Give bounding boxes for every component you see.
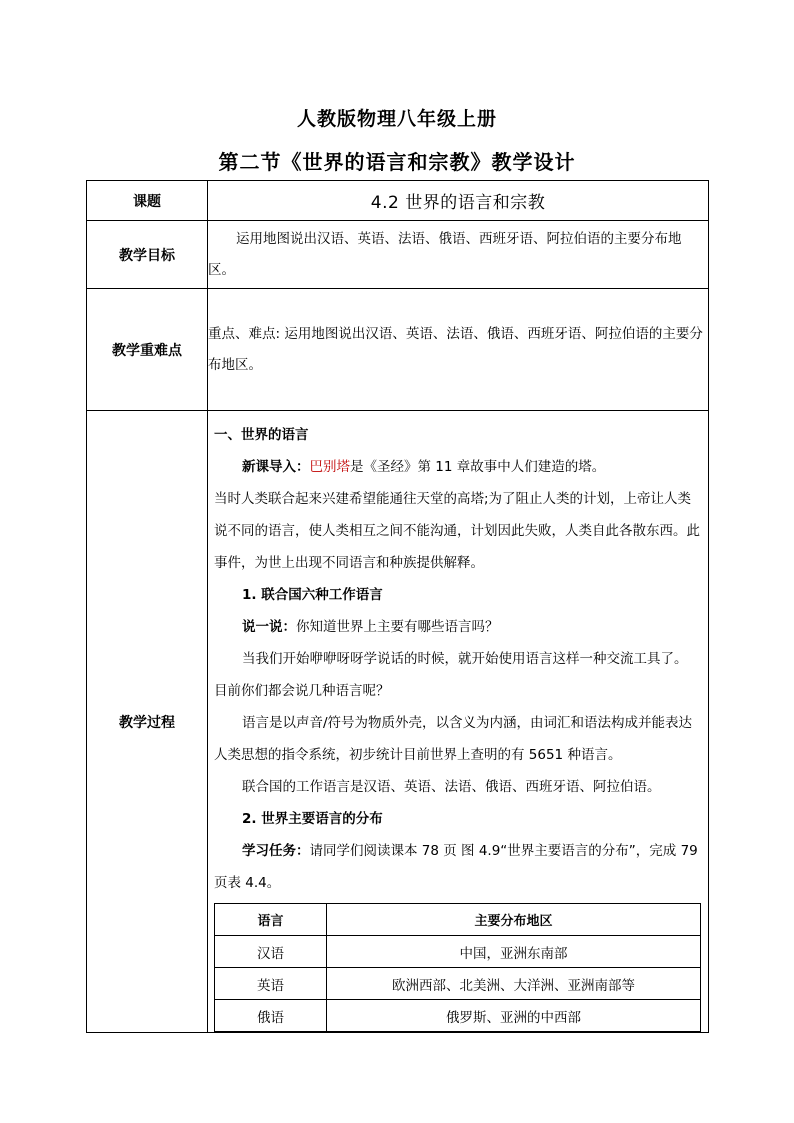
language-cell: 汉语 <box>215 936 327 968</box>
region-cell: 中国，亚洲东南部 <box>327 936 701 968</box>
topic-label: 课题 <box>87 181 208 221</box>
key-points-label: 教学重难点 <box>87 289 208 411</box>
table-row <box>215 1000 701 1032</box>
task-paragraph <box>214 835 700 899</box>
key-points-text: 重点、难点: 运用地图说出汉语、英语、法语、俄语、西班牙语、阿拉伯语的主要分布地区。 <box>208 289 709 411</box>
story-paragraph: 当时人类联合起来兴建希望能通往天堂的高塔;为了阻止人类的计划，上帝让人类说不同的语言，使人类相互之间不能沟通，计划因此失败，人类自此各散东西。此事件，为世上出现不同语言和种族提供解释。 <box>214 491 700 571</box>
un-languages-paragraph: 联合国的工作语言是汉语、英语、法语、俄语、西班牙语、阿拉伯语。 <box>242 779 661 795</box>
intro-paragraph <box>214 451 700 483</box>
language-cell: 俄语 <box>215 1000 327 1032</box>
header-region: 主要分布地区 <box>327 904 701 936</box>
subheading-distribution: 2. 世界主要语言的分布 <box>242 811 383 827</box>
header-language: 语言 <box>215 904 327 936</box>
process-label: 教学过程 <box>87 411 208 1033</box>
discussion-text: 你知道世界上主要有哪些语言吗？ <box>296 619 499 635</box>
section-heading: 一、世界的语言 <box>214 427 309 443</box>
babel-tower-term: 巴别塔 <box>309 459 350 475</box>
discussion-label: 说一说： <box>242 619 296 635</box>
region-cell: 欧洲西部、北美洲、大洋洲、亚洲南部等 <box>327 968 701 1000</box>
task-text: 请同学们阅读课本 78 页 图 4.9“世界主要语言的分布”，完成 79 页表 4.4。 <box>214 843 698 891</box>
topic-value: 4.2 世界的语言和宗教 <box>208 181 709 221</box>
intro-label: 新课导入： <box>242 459 310 475</box>
process-content <box>208 411 709 1033</box>
subheading-un-languages: 1. 联合国六种工作语言 <box>242 587 383 603</box>
language-distribution-table <box>214 903 701 1032</box>
table-row <box>215 968 701 1000</box>
lesson-title: 第二节《世界的语言和宗教》教学设计 <box>218 150 576 174</box>
region-cell: 俄罗斯、亚洲的中西部 <box>327 1000 701 1032</box>
language-definition-paragraph: 语言是以声音/符号为物质外壳，以含义为内涵，由词汇和语法构成并能表达人类思想的指令系统，初步统计目前世界上查明的有 5651 种语言。 <box>214 715 693 763</box>
lesson-plan-table <box>86 180 709 1033</box>
goal-label: 教学目标 <box>87 221 208 289</box>
task-label: 学习任务： <box>242 843 310 859</box>
discussion-paragraph <box>214 611 700 643</box>
goal-text: 运用地图说出汉语、英语、法语、俄语、西班牙语、阿拉伯语的主要分布地区。 <box>208 221 709 289</box>
language-cell: 英语 <box>215 968 327 1000</box>
language-tool-paragraph: 当我们开始咿咿呀呀学说话的时候，就开始使用语言这样一种交流工具了。目前你们都会说几种语言呢？ <box>214 651 688 699</box>
document-title: 人教版物理八年级上册 <box>296 108 497 130</box>
intro-text: 是《圣经》第 11 章故事中人们建造的塔。 <box>350 459 606 475</box>
table-row <box>215 936 701 968</box>
